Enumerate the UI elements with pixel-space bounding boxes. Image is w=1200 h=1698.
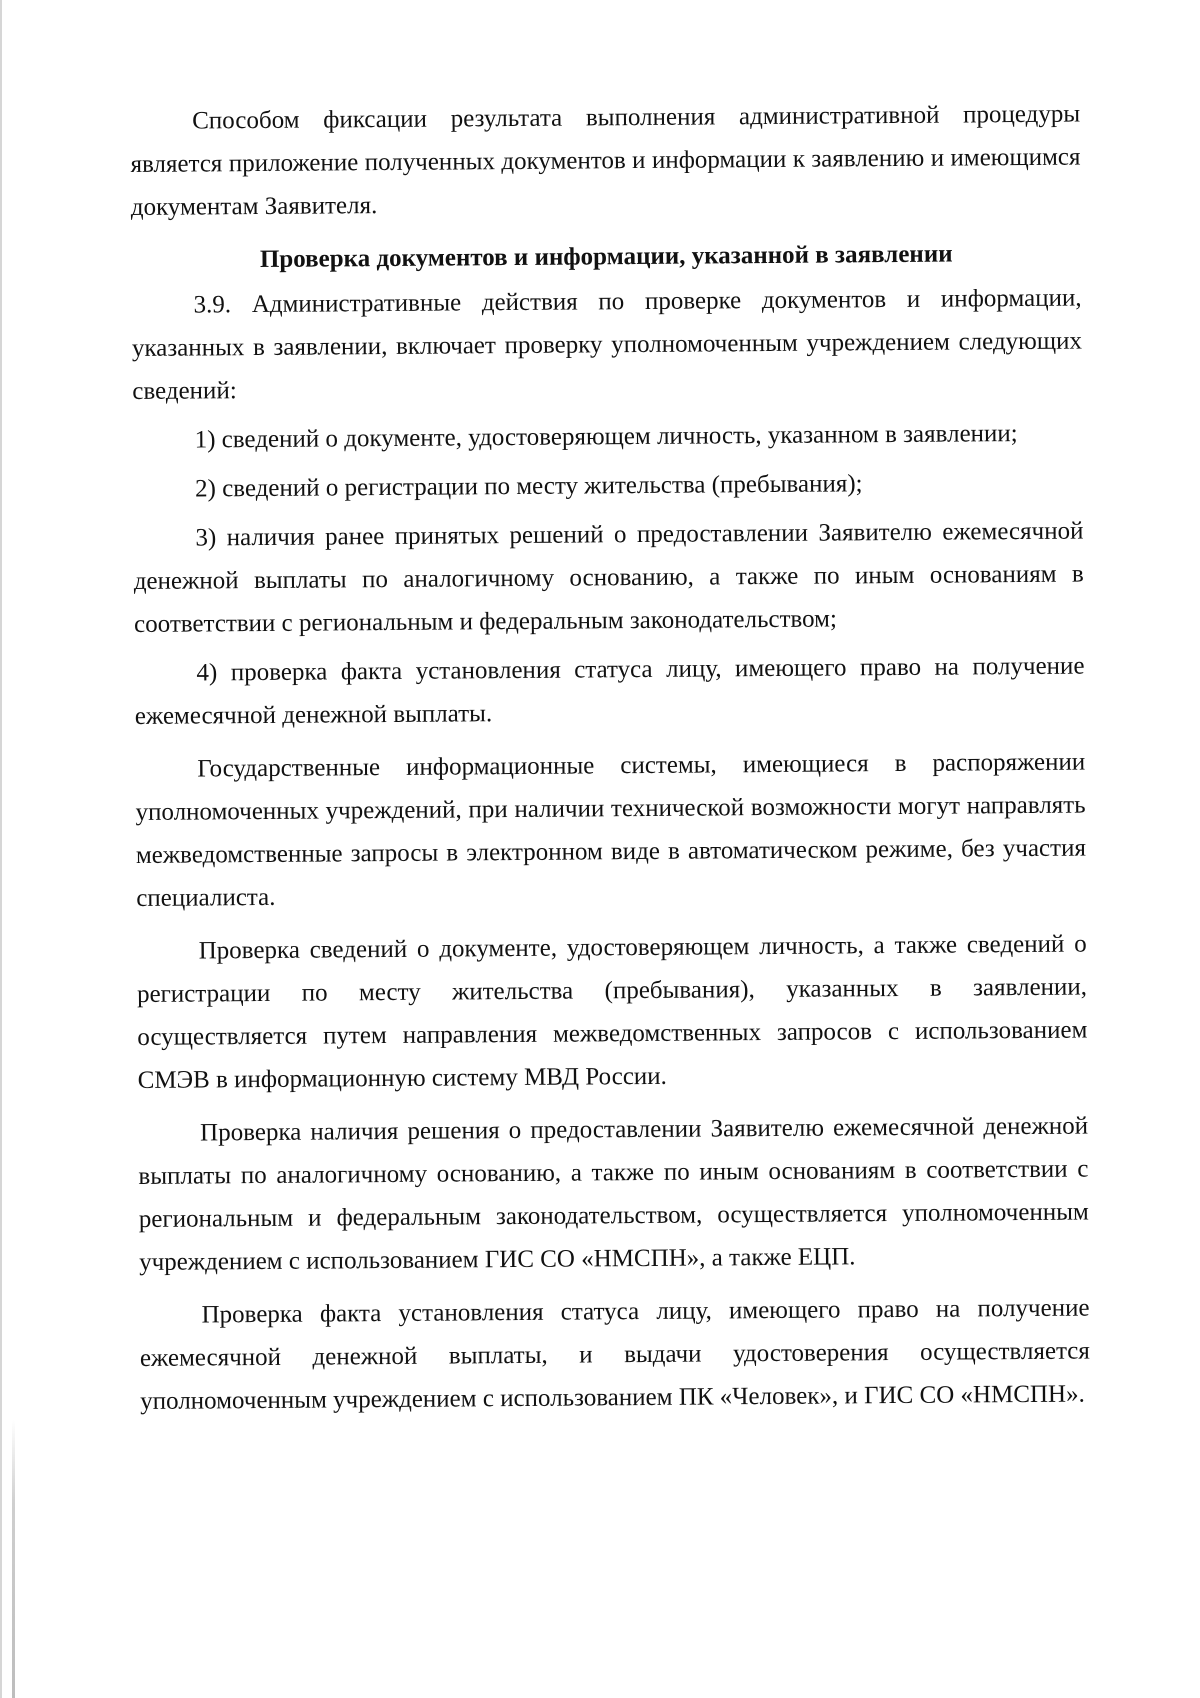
scan-left-edge <box>0 0 2 1698</box>
list-item: 1) сведений о документе, удостоверяющем личность, указанном в заявлении; <box>194 420 1018 454</box>
list-item: 4) проверка факта установления статуса лицу, имеющего право на получение ежемесячной денежной выплаты. <box>134 652 1085 730</box>
list-item: 3) наличия ранее принятых решений о предоставлении Заявителю ежемесячной денежной выплаты по аналогичному основанию, а также по иным основаниям в соответствии с региональным и федеральным законодательством; <box>133 517 1084 638</box>
document-body <box>130 93 1090 1423</box>
paragraph-3-9: 3.9. Административные действия по проверке документов и информации, указанных в заявлении, включает проверку уполномоченным учреждением следующих сведений: <box>131 284 1083 405</box>
scan-shadow-edge <box>12 1420 15 1698</box>
paragraph-gis: Государственные информационные системы, имеющиеся в распоряжении уполномоченных учреждений, при наличии технической возможности могут направлять межведомственные запросы в электронном виде в автоматическом режиме, без участия специалиста. <box>135 748 1087 912</box>
paragraph-mvd: Проверка сведений о документе, удостоверяющем личность, а также сведений о регистрации по месту жительства (пребывания), указанных в заявлении, осуществляется путем направления межведомственных запросов с использованием СМЭВ в информационную систему МВД России. <box>136 930 1088 1094</box>
paragraph-status: Проверка факта установления статуса лицу, имеющего право на получение ежемесячной денежной выплаты, и выдачи удостоверения осуществляется уполномоченным учреждением с использованием ПК «Человек», и ГИС СО «НМСПН». <box>139 1294 1090 1415</box>
intro-paragraph: Способом фиксации результата выполнения административной процедуры является приложение полученных документов и информации к заявлению и имеющимся документам Заявителя. <box>130 100 1081 221</box>
paragraph-decision: Проверка наличия решения о предоставлении Заявителю ежемесячной денежной выплаты по аналогичному основанию, а также по иным основаниям в соответствии с региональным и федеральным законодательством, осуществляется уполномоченным учреждением с использованием ГИС СО «НМСПН», а также ЕЦП. <box>138 1112 1089 1276</box>
section-heading: Проверка документов и информации, указанной в заявлении <box>259 240 953 273</box>
list-item: 2) сведений о регистрации по месту жительства (пребывания); <box>194 470 863 503</box>
